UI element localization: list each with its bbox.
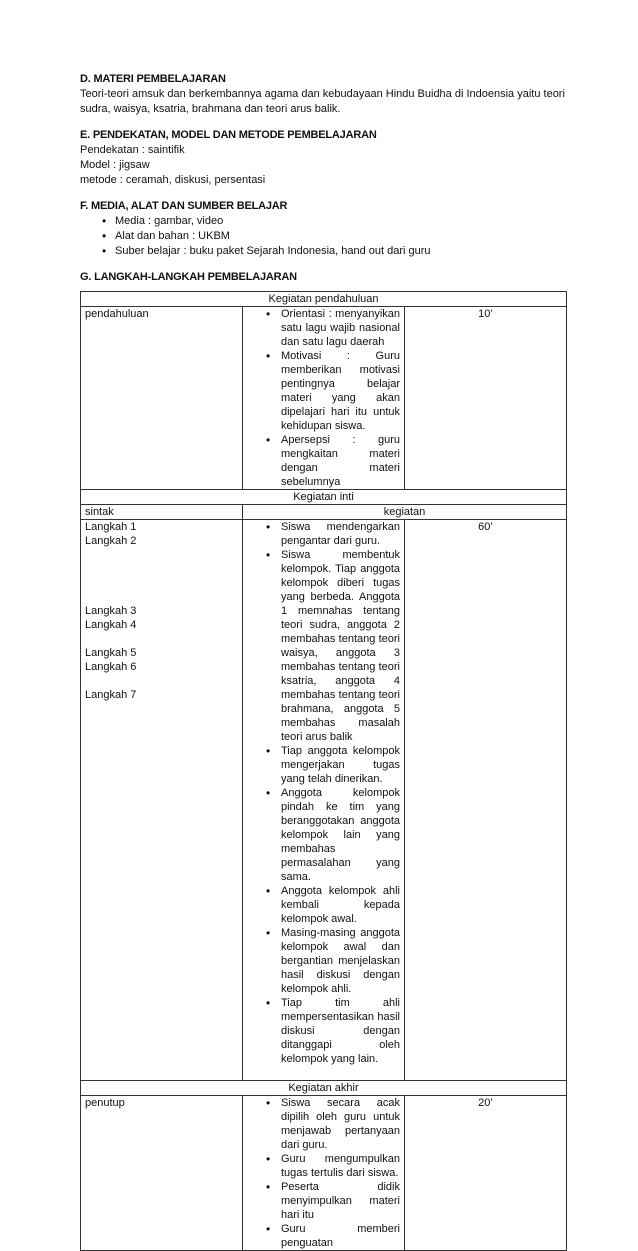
step-label: Langkah 5 xyxy=(85,647,137,659)
inti-time: 60’ xyxy=(405,520,567,1081)
heading-media: F. MEDIA, ALAT DAN SUMBER BELAJAR xyxy=(80,200,288,212)
heading-materi: D. MATERI PEMBELAJARAN xyxy=(80,73,226,85)
list-item: • Masing-masing anggota kelompok awal dan bergantian menjelaskan hasil diskusi dengan kelompok ahli. xyxy=(266,926,400,996)
list-item: • Motivasi : Guru memberikan motivasi pentingnya belajar materi yang akan dipelajari hari itu untuk kehidupan siswa. xyxy=(266,349,400,433)
akhir-time: 20’ xyxy=(405,1096,567,1251)
pendahuluan-activities xyxy=(243,307,405,490)
model-line: Model : jigsaw xyxy=(80,159,150,171)
step-label: Langkah 6 xyxy=(85,661,137,673)
list-item: • Guru memberi penguatan xyxy=(266,1222,400,1250)
list-item: • Tiap tim ahli mempersentasikan hasil diskusi dengan ditanggapi oleh kelompok yang lain. xyxy=(266,996,400,1066)
materi-text: Teori-teori amsuk dan berkembannya agama dan kebudayaan Hindu Buidha di Indoensia yaitu teori sudra, waisya, ksatria, brahmana dan teori arus balik. xyxy=(80,88,565,115)
step-label: Langkah 4 xyxy=(85,619,137,631)
step-label: Langkah 2 xyxy=(85,535,137,547)
list-item: • Anggota kelompok pindah ke tim yang beranggotakan anggota kelompok lain yang membahas permasalahan yang sama. xyxy=(266,786,400,884)
lesson-steps-table xyxy=(80,291,567,1251)
list-item: • Tiap anggota kelompok mengerjakan tugas yang telah dinerikan. xyxy=(266,744,400,786)
pendahuluan-time: 10’ xyxy=(405,307,567,490)
list-item: • Siswa mendengarkan pengantar dari guru. xyxy=(266,520,400,548)
step-label: Langkah 3 xyxy=(85,605,137,617)
akhir-label: penutup xyxy=(81,1096,243,1251)
heading-langkah: G. LANGKAH-LANGKAH PEMBELAJARAN xyxy=(80,271,297,283)
pendahuluan-label: pendahuluan xyxy=(81,307,243,490)
inti-steps xyxy=(81,520,243,1081)
inti-col-sintak: sintak xyxy=(81,505,243,520)
inti-title: Kegiatan inti xyxy=(81,490,567,505)
inti-col-kegiatan: kegiatan xyxy=(243,505,567,520)
list-item: • Apersepsi : guru mengkaitan materi dengan materi sebelumnya xyxy=(266,433,400,489)
heading-pendekatan: E. PENDEKATAN, MODEL DAN METODE PEMBELAJARAN xyxy=(80,129,377,141)
list-item: • Siswa membentuk kelompok. Tiap anggota kelompok diberi tugas yang berbeda. Anggota 1 memnahas tentang teori sudra, anggota 2 membahas tentang teori waisya, anggota 3 membahas tentang teori ksatria, anggota 4 membahas tentang teori brahmana, anggota 5 membahas masalah teori arus balik xyxy=(266,548,400,744)
list-item: • Guru mengumpulkan tugas tertulis dari siswa. xyxy=(266,1152,400,1180)
metode-line: metode : ceramah, diskusi, persentasi xyxy=(80,174,266,186)
list-item: • Siswa secara acak dipilih oleh guru untuk menjawab pertanyaan dari guru. xyxy=(266,1096,400,1152)
list-item: • Media : gambar, video xyxy=(102,214,566,229)
pendekatan-line: Pendekatan : saintifik xyxy=(80,144,185,156)
inti-activities xyxy=(243,520,405,1081)
list-item: • Alat dan bahan : UKBM xyxy=(102,229,566,244)
list-item: • Anggota kelompok ahli kembali kepada kelompok awal. xyxy=(266,884,400,926)
list-item: • Orientasi : menyanyikan satu lagu wajib nasional dan satu lagu daerah xyxy=(266,307,400,349)
step-label: Langkah 1 xyxy=(85,521,137,533)
akhir-title: Kegiatan akhir xyxy=(81,1081,567,1096)
pendahuluan-title: Kegiatan pendahuluan xyxy=(81,292,567,307)
akhir-activities xyxy=(243,1096,405,1251)
media-list xyxy=(80,214,566,259)
list-item: • Suber belajar : buku paket Sejarah Indonesia, hand out dari guru xyxy=(102,244,566,259)
step-label: Langkah 7 xyxy=(85,689,137,701)
list-item: • Peserta didik menyimpulkan materi hari itu xyxy=(266,1180,400,1222)
document-page xyxy=(80,72,566,1251)
